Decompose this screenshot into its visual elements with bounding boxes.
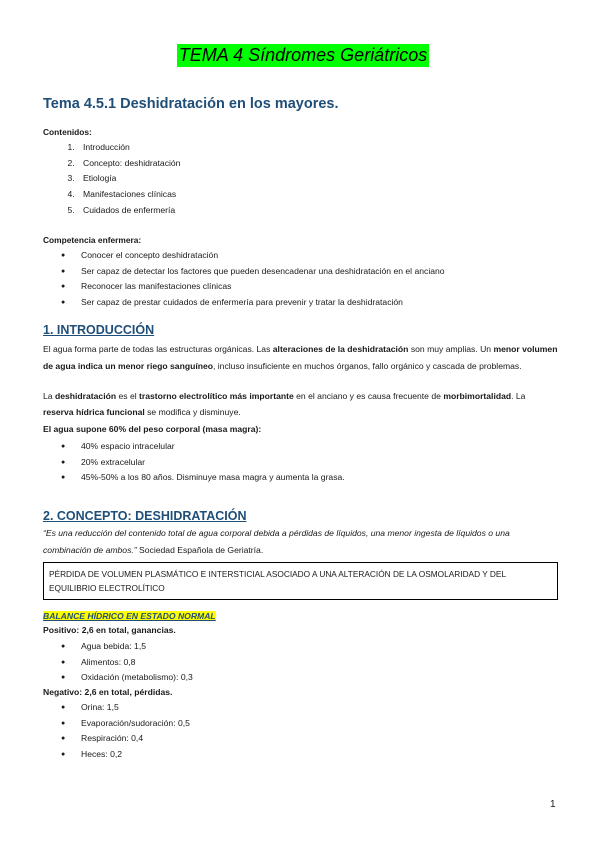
page-number: 1 [550,799,556,810]
section-subtitle: Tema 4.5.1 Deshidratación en los mayores. [43,96,339,112]
intro-paragraph-2: La deshidratación es el trastorno electrolítico más importante en el anciano y es causa frecuente de morbimortalidad. La reserva hídrica funcional se modifica y disminuye. [43,390,526,418]
concept-quote: “Es una reducción del contenido total de agua corporal debida a pérdidas de líquidos, una menor ingesta de líquidos o una combinación de ambos.” [43,528,510,555]
list-item: ● 40% espacio intracelular [73,439,558,455]
balance-positive-list [43,639,558,686]
balance-negative-label: Negativo: 2,6 en total, pérdidas. [43,686,173,697]
list-item: 4. Manifestaciones clínicas [77,187,558,203]
contents-label: Contenidos: [43,127,92,137]
document-title: TEMA 4 Síndromes Geriátricos [178,45,428,65]
list-item: 3. Etiología [77,171,558,187]
water-distribution-list [43,439,558,486]
balance-section [43,610,558,763]
list-item: ● 45%-50% a los 80 años. Disminuye masa magra y aumenta la grasa. [73,470,558,486]
intro-paragraph-3: El agua supone 60% del peso corporal (masa magra): [43,423,262,434]
list-item: ● Oxidación (metabolismo): 0,3 [73,670,558,686]
list-item: 5. Cuidados de enfermería [77,203,558,219]
concept-section [43,507,558,600]
concept-heading: 2. CONCEPTO: DESHIDRATACIÓN [43,509,247,523]
list-item: ● Orina: 1,5 [73,700,558,716]
list-item: ● Alimentos: 0,8 [73,655,558,671]
list-item: ● 20% extracelular [73,455,558,471]
concept-definition-box: PÉRDIDA DE VOLUMEN PLASMÁTICO E INTERSTICIAL ASOCIADO A UNA ALTERACIÓN DE LA OSMOLARIDAD Y DEL EQUILIBRIO ELECTROLÍTICO [43,562,558,600]
competence-section [43,234,558,311]
list-item: ● Heces: 0,2 [73,747,558,763]
list-item: 1. Introducción [77,140,558,156]
list-item: ● Conocer el concepto deshidratación [73,248,558,264]
competence-list [43,248,558,310]
balance-positive-label: Positivo: 2,6 en total, ganancias. [43,625,176,636]
contents-section [43,126,558,218]
list-item: ● Agua bebida: 1,5 [73,639,558,655]
competence-label: Competencia enfermera: [43,235,142,245]
list-item: ● Ser capaz de prestar cuidados de enfermería para prevenir y tratar la deshidratación [73,295,558,311]
contents-list [43,140,558,218]
concept-quote-paragraph [43,525,558,558]
intro-section [43,321,558,486]
balance-heading: BALANCE HÍDRICO EN ESTADO NORMAL [43,611,216,621]
list-item: ● Evaporación/sudoración: 0,5 [73,716,558,732]
title-wrapper [43,44,563,67]
concept-source: Sociedad Española de Geriatría. [136,544,264,555]
intro-heading: 1. INTRODUCCIÓN [43,323,155,337]
list-item: 2. Concepto: deshidratación [77,156,558,172]
intro-paragraph-1: El agua forma parte de todas las estructuras orgánicas. Las alteraciones de la deshidratación son muy amplias. Un menor volumen de agua indica un menor riego sanguíneo, incluso insuficiente en muchos órganos, fallo orgánico y cascada de problemas. [43,344,558,371]
list-item: ● Respiración: 0,4 [73,731,558,747]
balance-negative-list [43,700,558,762]
list-item: ● Reconocer las manifestaciones clínicas [73,279,558,295]
list-item: ● Ser capaz de detectar los factores que pueden desencadenar una deshidratación en el anciano [73,264,558,280]
